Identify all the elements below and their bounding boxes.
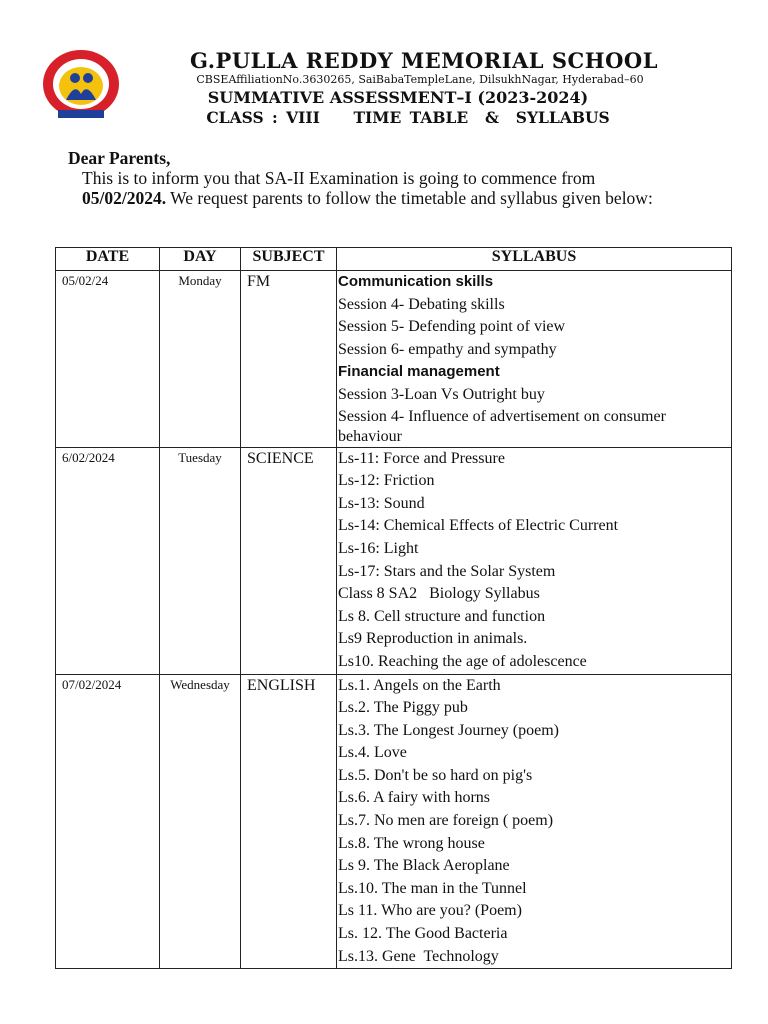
syllabus-item: Session 4- Influence of advertisement on consumer behaviour: [338, 407, 666, 445]
syllabus-item: Ls.10. The man in the Tunnel: [338, 879, 527, 897]
syllabus-item: Session 3-Loan Vs Outright buy: [338, 385, 545, 403]
syllabus-item: Ls 9. The Black Aeroplane: [338, 857, 510, 875]
header-day: DAY: [160, 248, 241, 271]
syllabus-item: Ls.5. Don't be so hard on pig's: [338, 766, 533, 784]
syllabus-item: Ls-17: Stars and the Solar System: [338, 562, 556, 580]
intro-line: This is to inform you that SA-II Examination is going to commence from: [82, 168, 596, 188]
exam-title: SUMMATIVE ASSESSMENT–I (2023-2024): [207, 88, 589, 107]
syllabus-item: Ls-14: Chemical Effects of Electric Current: [338, 517, 619, 535]
syllabus-item: Ls.1. Angels on the Earth: [338, 676, 501, 694]
syllabus-item: Ls. 12. The Good Bacteria: [338, 925, 508, 943]
timetable: [55, 247, 732, 969]
syllabus-item: Ls.8. The wrong house: [338, 834, 485, 852]
intro-paragraph: [82, 169, 722, 208]
row-date: 07/02/2024: [56, 674, 160, 969]
row-day: Monday: [160, 271, 241, 448]
syllabus-item: Session 5- Defending point of view: [338, 318, 566, 336]
syllabus-heading: Financial management: [338, 363, 500, 381]
syllabus-item: Session 4- Debating skills: [338, 295, 505, 313]
table-row: [56, 271, 732, 448]
row-syllabus: [337, 674, 732, 969]
syllabus-item: Ls-12: Friction: [338, 472, 435, 490]
class-line: [24, 108, 768, 127]
syllabus-item: Ls.4. Love: [338, 744, 407, 762]
school-affiliation: CBSEAffiliationNo.3630265, SaiBabaTempleLane, DilsukhNagar, Hyderabad–60: [196, 73, 644, 86]
syllabus-item: Ls.7. No men are foreign ( poem): [338, 812, 554, 830]
class-line-text: CLASS : VIII TIME TABLE & SYLLABUS: [206, 108, 610, 127]
syllabus-item: Ls10. Reaching the age of adolescence: [338, 652, 587, 670]
syllabus-item: Ls.6. A fairy with horns: [338, 789, 490, 807]
syllabus-item: Class 8 SA2 Biology Syllabus: [338, 585, 540, 603]
row-day: Tuesday: [160, 447, 241, 674]
row-day: Wednesday: [160, 674, 241, 969]
syllabus-item: Ls.3. The Longest Journey (poem): [338, 721, 559, 739]
syllabus-item: Session 6- empathy and sympathy: [338, 340, 557, 358]
intro-rest: We request parents to follow the timetable and syllabus given below:: [166, 187, 653, 208]
table-header-row: [56, 248, 732, 271]
syllabus-item: Ls9 Reproduction in animals.: [338, 630, 528, 648]
row-date: 6/02/2024: [56, 447, 160, 674]
table-row: [56, 447, 732, 674]
syllabus-item: Ls.13. Gene Technology: [338, 947, 499, 965]
header-subject: SUBJECT: [241, 248, 337, 271]
syllabus-item: Ls-13: Sound: [338, 494, 425, 512]
start-date: 05/02/2024.: [82, 187, 167, 208]
row-subject: ENGLISH: [241, 674, 337, 969]
syllabus-item: Ls-11: Force and Pressure: [338, 449, 505, 467]
row-syllabus: [337, 447, 732, 674]
greeting: Dear Parents,: [68, 148, 171, 168]
syllabus-item: Ls-16: Light: [338, 539, 419, 557]
table-row: [56, 674, 732, 969]
school-name: G.PULLA REDDY MEMORIAL SCHOOL: [190, 48, 658, 73]
syllabus-item: Ls 8. Cell structure and function: [338, 607, 546, 625]
syllabus-heading: Communication skills: [338, 273, 494, 290]
syllabus-item: Ls.2. The Piggy pub: [338, 699, 468, 717]
header-date: DATE: [56, 248, 160, 271]
syllabus-item: Ls 11. Who are you? (Poem): [338, 902, 522, 920]
row-subject: SCIENCE: [241, 447, 337, 674]
row-subject: FM: [241, 271, 337, 448]
row-syllabus: [337, 271, 732, 448]
row-date: 05/02/24: [56, 271, 160, 448]
header-syllabus: SYLLABUS: [337, 248, 732, 271]
